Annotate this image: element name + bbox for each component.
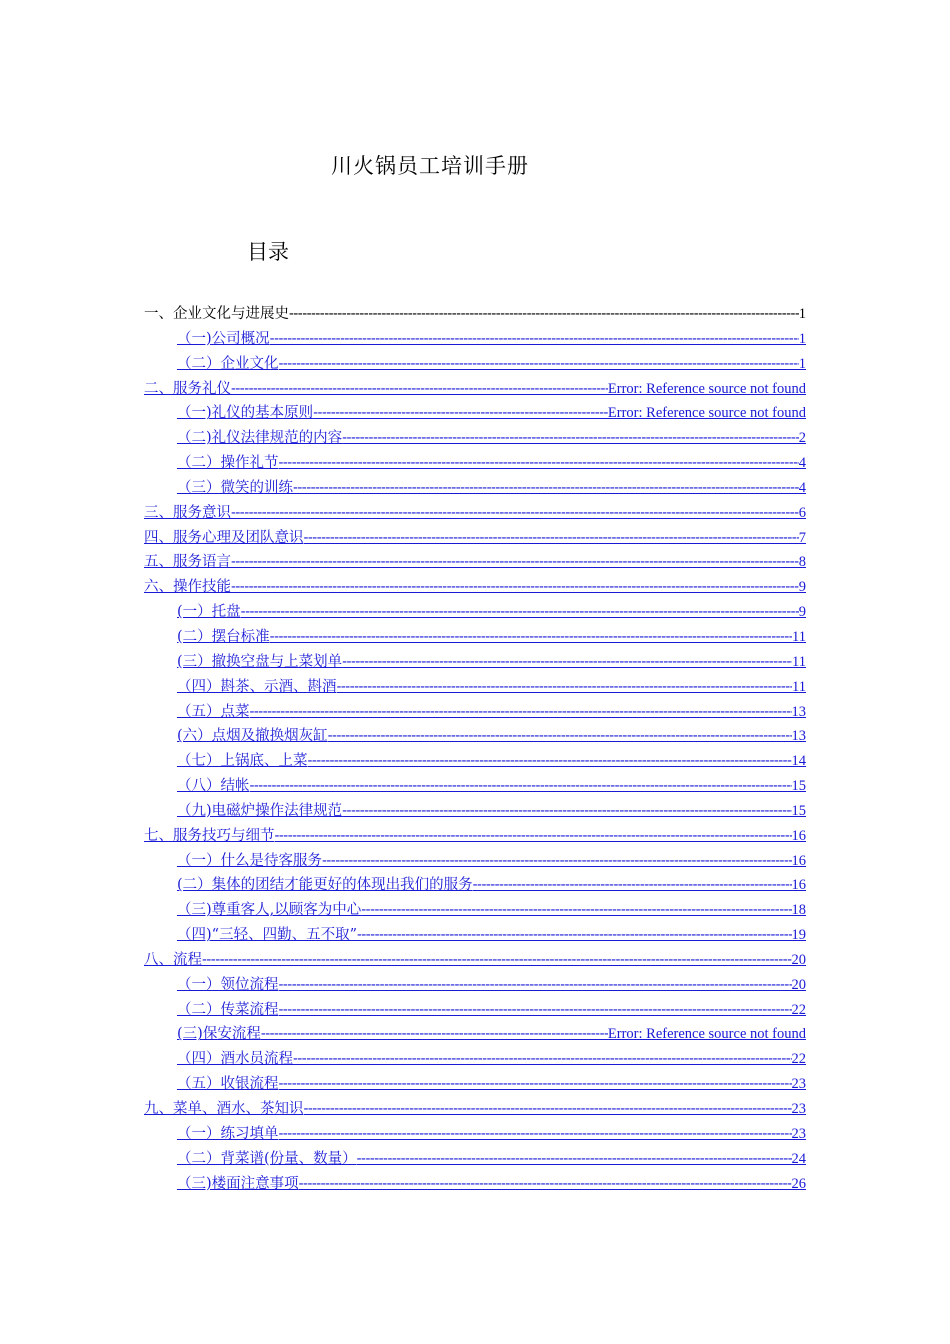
toc-entry-title: 八、流程 [144,951,202,968]
toc-entry[interactable] [144,873,806,898]
toc-entry-title: 二、服务礼仪 [144,380,231,397]
toc-entry-title: （七）上锅底、上菜 [177,753,308,770]
toc-entry-title: （四）斟茶、示酒、斟酒 [177,678,337,695]
toc-dot-leader [270,625,792,650]
toc-entry-page: 15 [791,778,806,795]
toc-entry[interactable] [144,824,806,849]
toc-entry-page: 11 [792,628,806,645]
toc-entry[interactable] [144,501,806,526]
toc-entry-page: 19 [791,927,806,944]
toc-entry-page: Error: Reference source not found [607,1026,806,1043]
toc-entry-title: （一）什么是待客服务 [177,852,322,869]
toc-entry-title: （二）背菜谱(份量、数量） [177,1150,357,1167]
toc-entry-title: (三）撤换空盘与上菜划单 [177,653,343,670]
toc-entry-page: 23 [791,1076,806,1093]
toc-entry-page: 7 [798,529,806,546]
toc-entry[interactable] [144,774,806,799]
toc-entry-page: 4 [798,455,806,472]
toc-entry-title: (二）摆台标准 [177,628,270,645]
toc-entry[interactable] [144,476,806,501]
toc-dot-leader [270,327,799,352]
toc-entry-title: （九)电磁炉操作法律规范 [177,802,343,819]
toc-entry-title: （二）企业文化 [177,355,279,372]
toc-entry-page: 8 [798,554,806,571]
toc-dot-leader [231,575,799,600]
toc-entry-page: 13 [791,728,806,745]
toc-entry[interactable] [144,625,806,650]
toc-entry[interactable] [144,1072,806,1097]
toc-dot-leader [241,600,799,625]
toc-dot-leader [250,774,792,799]
toc-entry-title: （一)礼仪的基本原则 [177,405,314,422]
toc-entry[interactable] [144,650,806,675]
document-title: 川火锅员工培训手册 [331,154,529,178]
toc-dot-leader [342,650,792,675]
toc-entry-page: 26 [791,1175,806,1192]
toc-entry-page: 20 [791,951,806,968]
toc-entry[interactable] [144,898,806,923]
toc-entry-title: （二）操作礼节 [177,455,279,472]
toc-entry-title: （三)楼面注意事项 [177,1175,299,1192]
toc-entry-title: （三)尊重客人,以顾客为中心 [177,902,362,919]
toc-dot-leader [279,1072,792,1097]
toc-dot-leader [337,675,793,700]
toc-entry-title: 六、操作技能 [144,579,231,596]
toc-entry-page: 23 [791,1125,806,1142]
toc-entry[interactable] [144,1022,806,1047]
toc-dot-leader [279,352,799,377]
toc-entry-page: 1 [798,306,806,322]
toc-entry[interactable] [144,526,806,551]
toc-entry-page: 24 [791,1150,806,1167]
toc-entry[interactable] [144,550,806,575]
toc-entry-title: 四、服务心理及团队意识 [144,529,304,546]
toc-entry-page: 9 [798,579,806,596]
toc-entry-page: Error: Reference source not found [607,405,806,422]
toc-dot-leader [328,724,792,749]
toc-entry-title: （一）练习填单 [177,1125,279,1142]
toc-entry-title: (二）集体的团结才能更好的体现出我们的服务 [177,877,473,894]
toc-entry[interactable] [144,401,806,426]
toc-dot-leader [275,824,792,849]
toc-entry[interactable] [144,1122,806,1147]
toc-dot-leader [293,1047,792,1072]
toc-dot-leader [304,1097,792,1122]
toc-entry-title: （四)“三轻、四勤、五不取” [177,927,357,944]
toc-entry[interactable] [144,600,806,625]
toc-entry-title: 一、企业文化与进展史 [144,306,289,322]
toc-entry-page: 1 [798,330,806,347]
toc-entry-page: 15 [791,802,806,819]
toc-entry[interactable] [144,426,806,451]
toc-entry[interactable] [144,973,806,998]
toc-entry[interactable] [144,749,806,774]
toc-dot-leader [202,948,792,973]
toc-entry-title: （五）收银流程 [177,1076,279,1093]
toc-entry[interactable] [144,1172,806,1197]
toc-entry-page: 11 [792,653,806,670]
toc-entry[interactable] [144,1097,806,1122]
toc-entry-title: 七、服务技巧与细节 [144,827,275,844]
toc-entry[interactable] [144,675,806,700]
toc-dot-leader [357,1147,792,1172]
toc-entry-page: 4 [798,479,806,496]
toc-entry-title: (一）托盘 [177,604,241,621]
toc-entry[interactable] [144,700,806,725]
toc-entry-page: 16 [791,852,806,869]
toc-dot-leader [279,1122,792,1147]
toc-dot-leader [342,799,791,824]
toc-entry[interactable] [144,849,806,874]
toc-entry[interactable] [144,998,806,1023]
toc-dot-leader [261,1022,608,1047]
toc-entry-page: 23 [791,1101,806,1117]
toc-dot-leader [361,898,791,923]
toc-entry[interactable] [144,923,806,948]
toc-entry-title: （二)礼仪法律规范的内容 [177,430,343,447]
toc-dot-leader [231,550,799,575]
toc-entry-title: （四）酒水员流程 [177,1051,293,1068]
toc-entry[interactable] [144,1147,806,1172]
toc-entry-page: 9 [798,604,806,621]
toc-entry-title: （五）点菜 [177,703,250,720]
toc-entry[interactable] [144,377,806,402]
toc-entry-page: 11 [792,678,806,695]
toc-entry[interactable] [144,948,806,973]
toc-entry[interactable] [144,352,806,377]
toc-entry-page: 16 [791,877,806,894]
table-of-contents [144,302,806,1196]
toc-dot-leader [304,526,799,551]
toc-dot-leader [322,849,792,874]
toc-entry-title: 三、服务意识 [144,504,231,521]
toc-entry[interactable] [144,724,806,749]
toc-entry-page: Error: Reference source not found [607,380,806,397]
toc-dot-leader [289,302,799,327]
toc-entry[interactable] [144,451,806,476]
toc-dot-leader [279,998,792,1023]
toc-entry-page: 18 [791,902,806,919]
toc-dot-leader [231,501,799,526]
toc-entry-title: 五、服务语言 [144,554,231,571]
toc-entry-title: (三)保安流程 [177,1026,261,1043]
toc-entry-page: 1 [798,355,806,372]
toc-dot-leader [250,700,792,725]
toc-entry[interactable] [144,575,806,600]
toc-entry[interactable] [144,799,806,824]
toc-entry-page: 2 [798,430,806,447]
toc-dot-leader [231,377,608,402]
toc-dot-leader [308,749,792,774]
toc-entry-title: (六）点烟及撤换烟灰缸 [177,728,328,745]
toc-entry-page: 14 [791,753,806,770]
toc-dot-leader [279,451,799,476]
toc-dot-leader [279,973,792,998]
toc-entry-page: 13 [791,703,806,720]
toc-entry-title: （二）传菜流程 [177,1001,279,1018]
toc-entry-page: 22 [791,1051,806,1068]
toc-entry-title: （一）领位流程 [177,976,279,993]
toc-entry[interactable] [144,327,806,352]
toc-entry-page: 20 [791,976,806,993]
toc-dot-leader [473,873,792,898]
toc-dot-leader [299,1172,792,1197]
toc-entry-title: （三）微笑的训练 [177,479,293,496]
toc-dot-leader [313,401,608,426]
toc-entry-title: （一)公司概况 [177,330,270,347]
toc-heading: 目录 [247,240,289,264]
toc-entry-title: （八）结帐 [177,778,250,795]
toc-entry-page: 16 [791,827,806,844]
toc-dot-leader [293,476,799,501]
toc-entry-page: 22 [791,1001,806,1018]
toc-dot-leader [342,426,799,451]
toc-entry-title: 九、菜单、酒水、茶知识 [144,1101,304,1117]
toc-entry[interactable] [144,1047,806,1072]
toc-entry [144,302,806,327]
toc-entry-page: 6 [798,504,806,521]
toc-dot-leader [357,923,792,948]
